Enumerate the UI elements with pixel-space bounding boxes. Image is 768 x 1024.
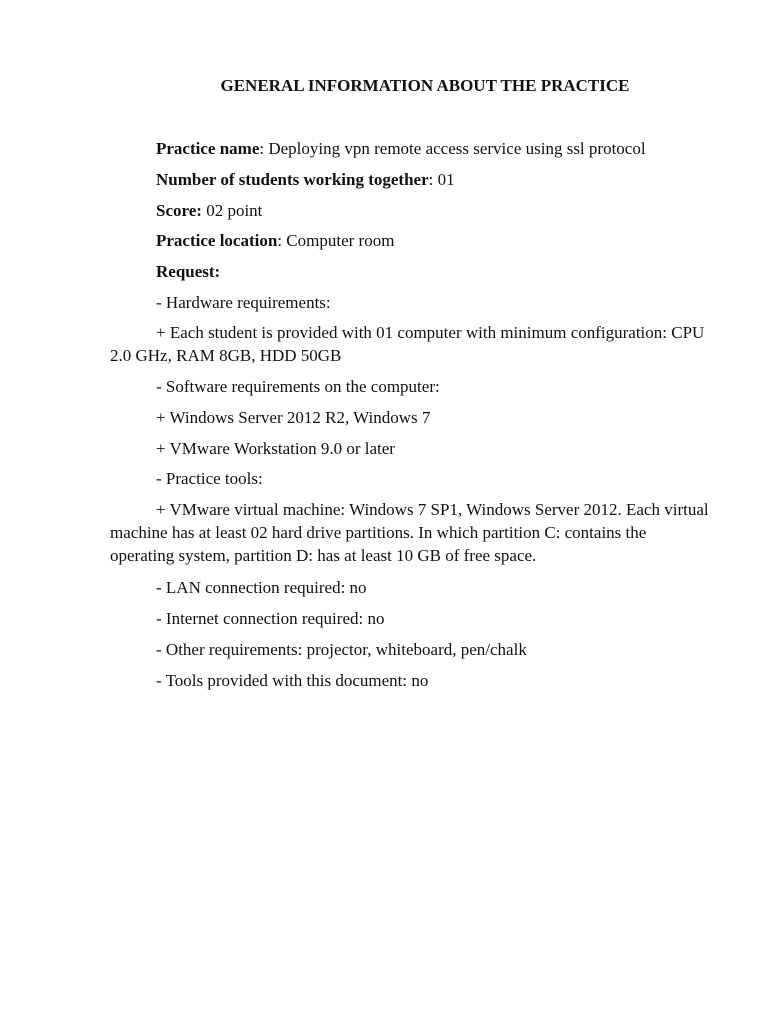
score-line: [110, 199, 710, 222]
practice-name-line: [110, 137, 710, 160]
internet-line: - Internet connection required: no: [156, 609, 385, 628]
score-value: 02 point: [201, 201, 263, 220]
software-item: + Windows Server 2012 R2, Windows 7: [156, 408, 431, 427]
num-students-line: [110, 168, 710, 191]
hardware-heading: - Hardware requirements:: [156, 293, 331, 312]
tools-provided-line: - Tools provided with this document: no: [156, 671, 429, 690]
location-line: [110, 229, 710, 252]
software-item: + VMware Workstation 9.0 or later: [156, 439, 395, 458]
request-label: Request:: [156, 262, 221, 281]
tools-item: + VMware virtual machine: Windows 7 SP1, Windows Server 2012. Each virtual machine has at least 02 hard drive partitions. In which partition C: contains the operating system, partition D: has at least 10 GB of free space.: [110, 500, 709, 565]
practice-name-label: Practice name: [156, 139, 260, 158]
score-label: Score:: [156, 201, 202, 220]
other-requirements-line: - Other requirements: projector, whiteboard, pen/chalk: [156, 640, 527, 659]
document-title: GENERAL INFORMATION ABOUT THE PRACTICE: [220, 76, 630, 95]
location-value: : Computer room: [277, 231, 395, 250]
tools-heading: - Practice tools:: [156, 469, 263, 488]
num-students-label: Number of students working together: [156, 170, 429, 189]
practice-name-value: : Deploying vpn remote access service using ssl protocol: [259, 139, 646, 158]
lan-line: - LAN connection required: no: [156, 578, 367, 597]
software-heading: - Software requirements on the computer:: [156, 377, 440, 396]
location-label: Practice location: [156, 231, 278, 250]
hardware-item: + Each student is provided with 01 computer with minimum configuration: CPU 2.0 GHz, RAM 8GB, HDD 50GB: [110, 323, 705, 365]
num-students-value: : 01: [428, 170, 455, 189]
